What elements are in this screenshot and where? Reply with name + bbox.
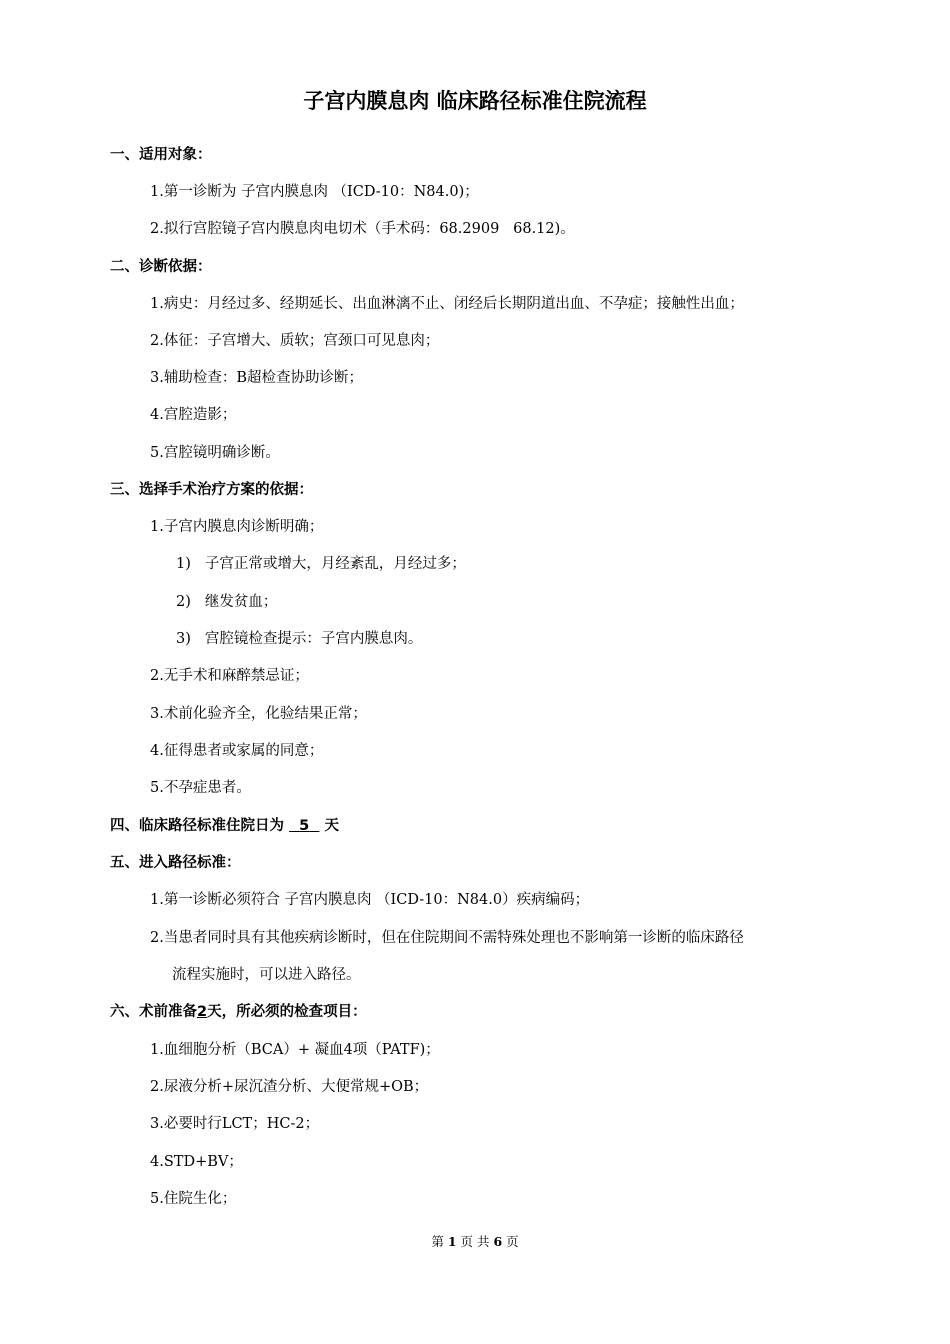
- section-heading-4: [110, 814, 339, 838]
- list-item: 4.STD+BV；: [150, 1154, 243, 1170]
- current-page-number: 1: [447, 1234, 457, 1249]
- length-of-stay-value: 5: [299, 818, 310, 834]
- list-item: 2.尿液分析+尿沉渣分析、大便常规+OB；: [150, 1079, 429, 1095]
- list-item: 1.第一诊断必须符合 子宫内膜息肉 （ICD-10：N84.0）疾病编码；: [150, 892, 590, 908]
- list-item: 5.宫腔镜明确诊断。: [150, 445, 280, 461]
- footer-prefix: 第: [431, 1234, 444, 1249]
- sub-item-text: 宫腔镜检查提示：子宫内膜息肉。: [204, 631, 423, 647]
- heading-text: 六、术前准备: [110, 1004, 197, 1020]
- list-item: 1.病史：月经过多、经期延长、出血淋漓不止、闭经后长期阴道出血、不孕症；接触性出血；: [150, 296, 744, 312]
- list-item: 1.血细胞分析（BCA）+ 凝血4项（PATF)；: [150, 1042, 440, 1058]
- list-item: 2.体征：子宫增大、质软；宫颈口可见息肉；: [150, 333, 440, 349]
- list-item: 1.第一诊断为 子宫内膜息肉 （ICD-10：N84.0)；: [150, 184, 479, 200]
- list-item: 4.征得患者或家属的同意；: [150, 743, 324, 759]
- list-item: 2.拟行宫腔镜子宫内膜息肉电切术（手术码：68.2909 68.12)。: [150, 221, 575, 237]
- list-item-continuation: 流程实施时，可以进入路径。: [172, 967, 361, 983]
- sub-list-item: [176, 590, 277, 614]
- list-item: 5.住院生化；: [150, 1191, 237, 1207]
- list-item: 3.必要时行LCT；HC-2；: [150, 1116, 320, 1132]
- heading-unit: 天: [324, 818, 339, 834]
- sub-item-number: 2): [176, 594, 191, 610]
- page-footer: [0, 1232, 950, 1252]
- heading-text-end: 天，所必须的检查项目：: [207, 1004, 367, 1020]
- list-item: 4.宫腔造影；: [150, 407, 237, 423]
- footer-suffix: 页: [506, 1234, 519, 1249]
- document-title: 子宫内膜息肉 临床路径标准住院流程: [303, 89, 647, 113]
- sub-item-number: 3): [176, 631, 191, 647]
- total-page-count: 6: [493, 1234, 503, 1249]
- section-heading-1: 一、适用对象：: [110, 147, 212, 163]
- preop-days-value: 2: [197, 1004, 208, 1020]
- list-item: 2.当患者同时具有其他疾病诊断时，但在住院期间不需特殊处理也不影响第一诊断的临床路径: [150, 930, 744, 946]
- sub-list-item: [176, 627, 422, 651]
- section-heading-2: 二、诊断依据：: [110, 259, 212, 275]
- list-item: 3.辅助检查：B超检查协助诊断；: [150, 370, 363, 386]
- heading-text: 四、临床路径标准住院日为: [110, 818, 284, 834]
- sub-item-text: 继发贫血；: [204, 594, 278, 610]
- section-heading-6: [110, 1000, 367, 1024]
- sub-item-text: 子宫正常或增大，月经紊乱，月经过多；: [204, 556, 466, 572]
- footer-middle: 页 共: [460, 1234, 490, 1249]
- list-item: 2.无手术和麻醉禁忌证；: [150, 668, 309, 684]
- section-heading-5: 五、进入路径标准：: [110, 855, 241, 871]
- sub-list-item: [176, 552, 466, 576]
- list-item: 3.术前化验齐全，化验结果正常；: [150, 706, 367, 722]
- list-item: 5.不孕症患者。: [150, 780, 251, 796]
- section-heading-3: 三、选择手术治疗方案的依据：: [110, 482, 313, 498]
- sub-item-number: 1): [176, 556, 191, 572]
- list-item: 1.子宫内膜息肉诊断明确；: [150, 519, 324, 535]
